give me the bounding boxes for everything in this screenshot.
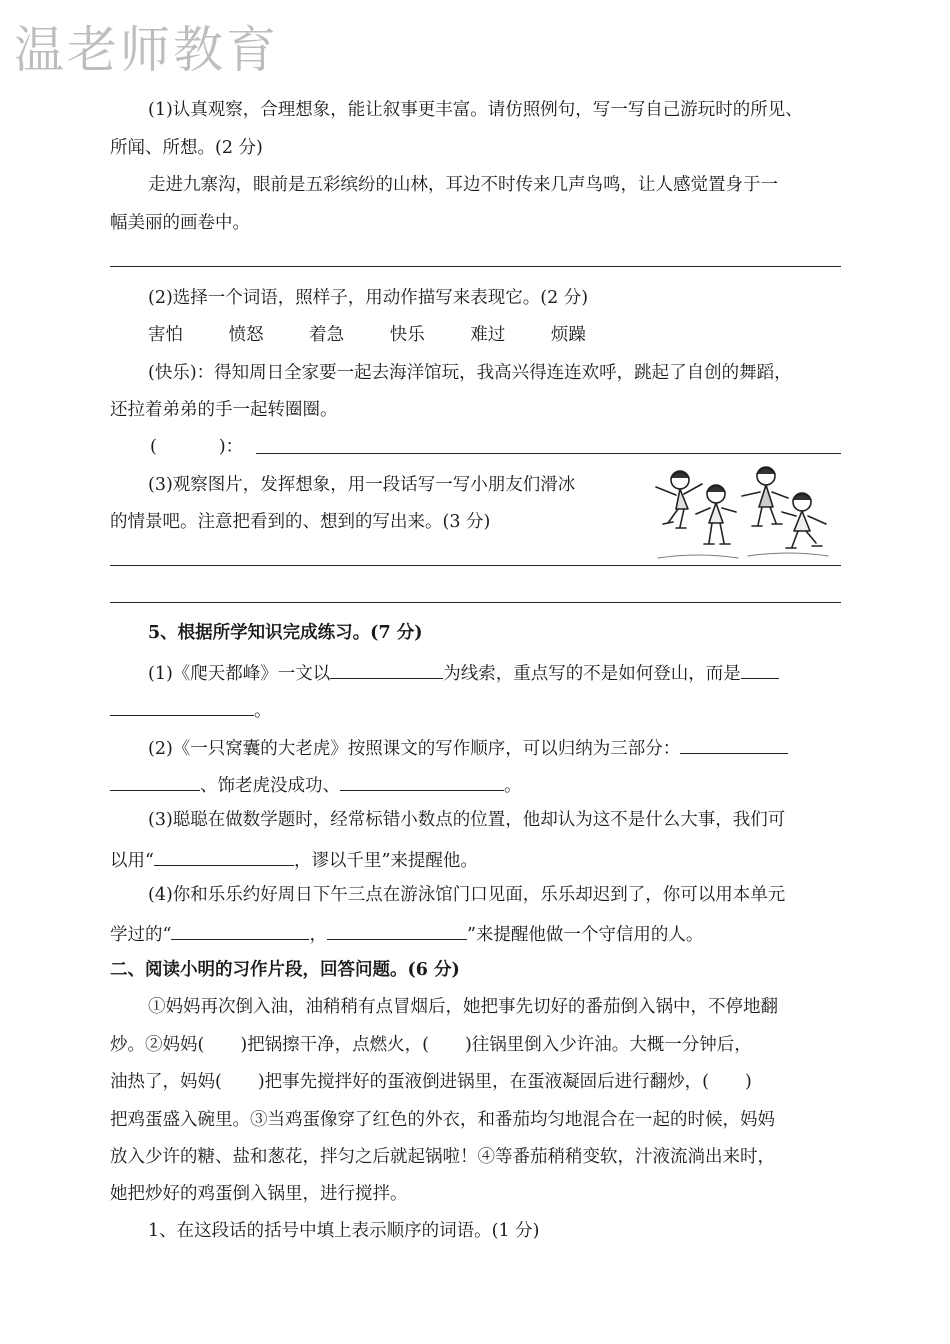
q4-1-example-line2: 幅美丽的画卷中。 [110,213,250,233]
fill-blank[interactable] [327,922,467,940]
answer-line[interactable] [256,453,841,454]
passage-line4: 把鸡蛋盛入碗里。③当鸡蛋像穿了红色的外衣，和番茄均匀地混合在一起的时候，妈妈 [110,1110,775,1130]
fill-blank[interactable] [110,773,200,791]
watermark: 温老师教育 [14,21,279,79]
fill-blank[interactable] [340,773,504,791]
answer-line[interactable] [110,266,841,267]
q4-3-line1: (3)观察图片，发挥想象，用一段话写一写小朋友们滑冰 [148,475,576,495]
answer-line[interactable] [110,602,841,603]
passage-line5: 放入少许的糖、盐和葱花，拌匀之后就起锅啦！④等番茄稍稍变软，汁液流淌出来时， [110,1147,775,1167]
fill-blank[interactable] [154,848,294,866]
fill-blank[interactable] [110,698,254,716]
close-paren: )： [218,437,244,457]
passage-line6: 她把炒好的鸡蛋倒入锅里，进行搅拌。 [110,1184,408,1204]
q4-2-word-list [148,325,586,345]
fill-blank[interactable] [171,922,309,940]
q4-2-answer-label [150,437,243,457]
answer-line[interactable] [110,565,841,566]
part2-question-1: 1、在这段话的括号中填上表示顺序的词语。(1 分) [148,1221,540,1241]
passage-line1: ①妈妈再次倒入油，油稍稍有点冒烟后，她把事先切好的番茄倒入锅中，不停地翻 [148,997,778,1017]
fill-blank[interactable] [680,736,788,754]
q5-3-line1: (3)聪聪在做数学题时，经常标错小数点的位置，他却认为这不是什么大事，我们可 [148,810,786,830]
q4-2-intro: (2)选择一个词语，照样子，用动作描写来表现它。(2 分) [148,288,589,308]
part2-title: 二、阅读小明的习作片段，回答问题。(6 分) [110,960,460,980]
q5-2-line2: 、饰老虎没成功、 。 [110,773,522,796]
q5-3-line2: 以用“ ，谬以千里”来提醒他。 [110,848,478,871]
passage-line2: 炒。②妈妈( )把锅擦干净，点燃火，( )往锅里倒入少许油。大概一分钟后， [110,1035,752,1055]
word-option: 愤怒 [228,325,264,345]
word-option: 烦躁 [550,325,586,345]
open-paren: ( [150,437,157,457]
fill-blank[interactable] [330,661,443,679]
q5-1-line2: 。 [110,698,272,721]
q4-1-example-line1: 走进九寨沟，眼前是五彩缤纷的山林，耳边不时传来几声鸟鸣，让人感觉置身于一 [148,175,778,195]
word-option: 害怕 [148,325,183,345]
fill-blank[interactable] [741,661,779,679]
q5-4-line1: (4)你和乐乐约好周日下午三点在游泳馆门口见面，乐乐却迟到了，你可以用本单元 [148,885,786,905]
q4-2-example-line1: (快乐)：得知周日全家要一起去海洋馆玩，我高兴得连连欢呼，跳起了自创的舞蹈， [148,363,792,383]
q4-3-line2: 的情景吧。注意把看到的、想到的写出来。(3 分) [110,512,491,532]
q4-1-intro-line2: 所闻、所想。(2 分) [110,138,263,158]
skating-children-illustration [638,462,844,562]
q4-1-intro-line1: (1)认真观察，合理想象，能让叙事更丰富。请仿照例句，写一写自己游玩时的所见、 [148,100,803,120]
passage-line3: 油热了，妈妈( )把事先搅拌好的蛋液倒进锅里，在蛋液凝固后进行翻炒，( ) [110,1072,752,1092]
q4-2-example-line2: 还拉着弟弟的手一起转圈圈。 [110,400,338,420]
q5-4-line2: 学过的“ ， ”来提醒他做一个守信用的人。 [110,922,703,945]
word-option: 着急 [309,325,345,345]
word-option: 难过 [470,325,506,345]
q5-1-line1: (1)《爬天都峰》一文以 为线索，重点写的不是如何登山，而是 [148,661,779,684]
q5-title: 5、根据所学知识完成练习。(7 分) [148,623,423,643]
q5-2-line1: (2)《一只窝囊的大老虎》按照课文的写作顺序，可以归纳为三部分： [148,736,788,759]
word-option: 快乐 [389,325,425,345]
